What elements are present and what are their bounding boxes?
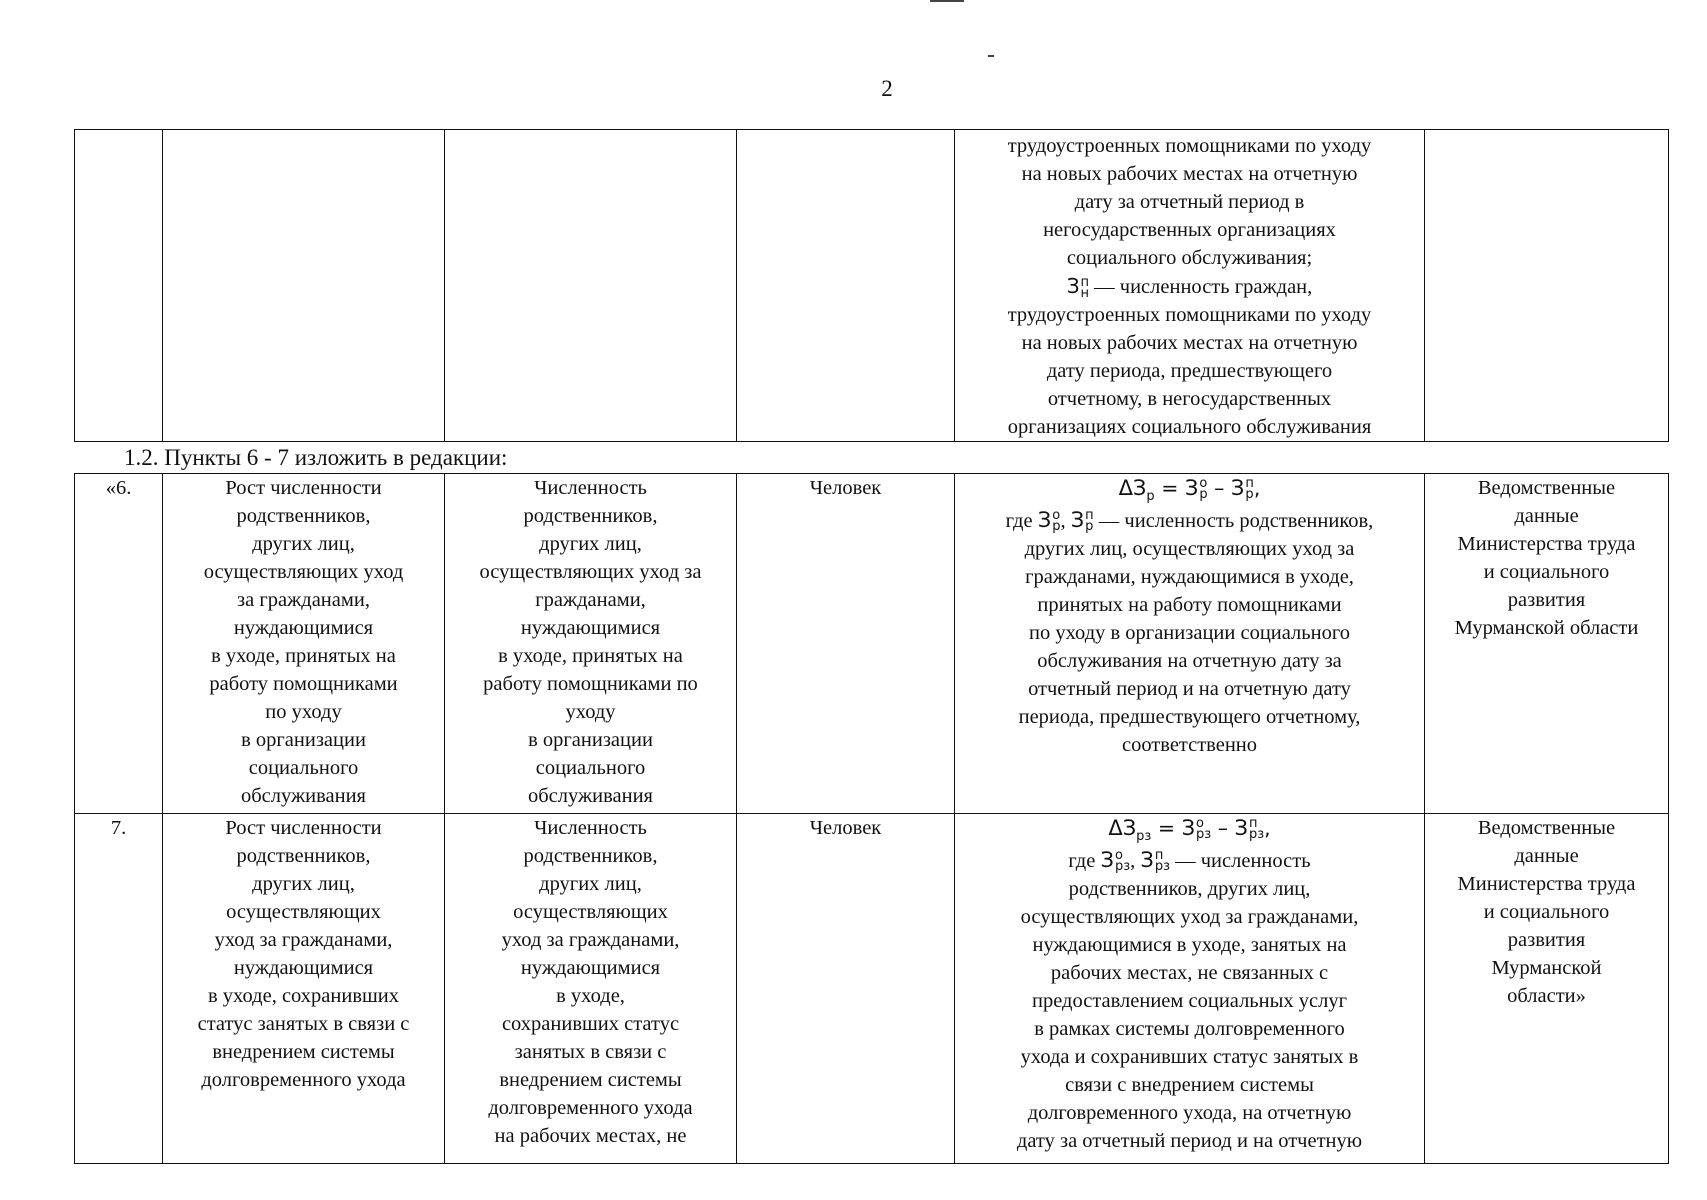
formula-symbol [1140,846,1170,874]
calculation-method-cell [955,130,1425,442]
symbol-superscript: о [1052,508,1061,523]
indicator-name-line: работу помощниками [209,673,398,695]
scan-artifact [930,0,964,2]
source-line: и социального [1483,901,1610,923]
symbol-base: З [1070,508,1085,532]
symbol-indices [1249,818,1264,840]
method-line: нуждающимися в уходе, занятых на [1032,934,1347,956]
source-line: Мурманской области [1454,617,1639,639]
where-prefix: где [1005,510,1033,532]
indicator-name-line: социального [248,757,359,779]
definition-line: уход за гражданами, [501,929,680,951]
definition-line: обслуживания [527,785,653,807]
method-line: дату периода, предшествующего [1046,360,1333,382]
method-line: обслуживания на отчетную дату за [1037,650,1342,672]
method-line: трудоустроенных помощниками по уходу [1007,135,1372,157]
symbol-indices [1052,510,1060,532]
symbol-subscript: р [1199,487,1208,502]
source-cell [1425,814,1669,1164]
symbol-superscript: п [1085,508,1094,523]
symbol-base: З [1037,508,1052,532]
method-line: гражданами, нуждающимися в уходе, [1025,566,1354,588]
indicator-name-line: долговременного ухода [201,1069,406,1091]
formula-lhs [1108,814,1152,845]
source-line: развития [1507,929,1586,951]
definition-line: родственников, [523,505,658,527]
formula-symbol [1100,846,1130,874]
method-line: отчетный период и на отчетную дату [1028,678,1351,700]
indicator-name-line: родственников, [236,845,371,867]
definition-line: в организации [528,729,653,751]
formula-symbol [1071,506,1094,534]
method-line: негосударственных организациях [1043,219,1336,241]
indicator-name-cell [163,474,445,814]
row-number: «6. [105,477,132,499]
unit-value: Человек [809,817,882,839]
source-line: области» [1507,985,1586,1007]
method-line: дату за отчетный период в [1074,191,1305,213]
source-line: Ведомственные [1477,817,1616,839]
number-cell [75,814,163,1164]
indicator-name-line: нуждающимися [233,617,374,639]
method-line: отчетному, в негосударственных [1047,388,1332,410]
symbol-base: З [1230,476,1245,500]
row-number: 7. [110,817,127,839]
source-line: развития [1507,589,1586,611]
source-line: Министерства труда [1457,533,1636,555]
symbol-indices [1155,850,1170,872]
method-line: социального обслуживания; [1066,247,1313,269]
calculation-method-cell [955,474,1425,814]
formula-symbol [1235,814,1265,842]
formula-lhs-base: ΔЗ [1108,816,1137,840]
source-cell [1425,474,1669,814]
symbol-subscript: рз [1248,827,1265,842]
section-heading: 1.2. Пункты 6 - 7 изложить в редакции: [124,445,508,470]
indicator-name-cell [163,814,445,1164]
continuation-table [74,129,1669,442]
symbol-subscript: рз [1114,859,1131,874]
definition-line: долговременного ухода [488,1097,693,1119]
symbol-indices [1245,478,1254,500]
symbol-subscript: р [1052,519,1061,534]
formula-symbol [1038,506,1061,534]
symbol-subscript: р [1245,487,1254,502]
source-cell [1425,130,1669,442]
method-line: связи с внедрением системы [1065,1074,1314,1096]
symbol-superscript: о [1114,848,1123,863]
symbol-indices [1085,510,1094,532]
source-line: Ведомственные [1477,477,1616,499]
symbol-base: З [1184,476,1199,500]
symbol-superscript: п [1154,848,1164,863]
method-line: рабочих местах, не связанных с [1050,962,1329,984]
formula-line: $\Delta З_{рз} = З$ о рз – З п рз , [1108,816,1271,845]
method-line: осуществляющих уход за гражданами, [1020,906,1359,928]
indicator-name-line: по уходу [265,701,342,723]
method-line: ухода и сохранивших статус занятых в [1020,1046,1359,1068]
indicator-name-line: в уходе, сохранивших [207,985,400,1007]
indicator-name-line: других лиц, [252,873,355,895]
method-line: по уходу в организации социального [1028,622,1351,644]
indicator-name-line: в организации [241,729,366,751]
where-text: — численность родственников, [1098,510,1374,532]
symbol-indices [1115,850,1130,872]
symbol-base: З [1234,816,1248,840]
unit-cell [737,474,955,814]
formula-line: $\Delta З_р = З$ о р – З п р , [1118,476,1261,505]
symbol-subscript: рз [1154,859,1170,874]
where-prefix: где [1068,850,1096,872]
indicator-name-line: Рост численности [225,477,382,499]
symbol-base: З [1181,816,1196,840]
page-number: 2 [881,76,893,101]
symbol-subscript: рз [1196,827,1212,842]
indicator-name-line: в уходе, принятых на [211,645,396,667]
method-line: дату за отчетный период и на отчетную [1016,1130,1363,1152]
definition-line: нуждающимися [520,617,661,639]
table-row [75,814,1669,1164]
method-line: долговременного ухода, на отчетную [1027,1102,1352,1124]
definition-line: на рабочих местах, не [494,1125,687,1147]
indicator-name-line: Рост численности [225,817,382,839]
where-line: где З о р , З п р — численность родственников, [1005,508,1374,534]
symbol-superscript: о [1196,816,1204,831]
indicators-table [74,473,1669,1164]
symbol-superscript: п [1245,476,1254,491]
definition-line: занятых в связи с [514,1041,667,1063]
method-line: — численность граждан, [1094,276,1313,298]
definition-cell [445,814,737,1164]
source-line: данные [1514,505,1579,527]
indicator-name-line: за гражданами, [237,589,370,611]
method-line: других лиц, осуществляющих уход за [1024,538,1355,560]
number-cell [75,130,163,442]
definition-line: работу помощниками по [483,673,698,695]
source-line: данные [1514,845,1579,867]
indicator-name-line: внедрением системы [212,1041,395,1063]
definition-line: других лиц, [539,533,642,555]
method-line: родственников, других лиц, [1068,878,1311,900]
definition-line: социального [535,757,646,779]
definition-line: гражданами, [535,589,646,611]
table-row [75,474,1669,814]
indicator-name-line: других лиц, [252,533,355,555]
symbol-superscript: о [1199,476,1208,491]
number-cell [75,474,163,814]
table-row [75,130,1669,442]
where-line: где З о рз , З п рз — численность [1068,848,1311,874]
method-line: периода, предшествующего отчетному, [1018,706,1361,728]
definition-line: нуждающимися [520,957,661,979]
method-line: в рамках системы долговременного [1034,1018,1345,1040]
formula-symbol [1182,814,1212,842]
source-line: Министерства труда [1457,873,1636,895]
unit-value: Человек [809,477,882,499]
indicator-name-line: уход за гражданами, [214,929,393,951]
indicator-name-cell [163,130,445,442]
definition-line: внедрением системы [499,1069,682,1091]
formula-lhs-subscript: рз [1136,829,1152,845]
method-line: соответственно [1121,734,1258,756]
formula-lhs [1118,474,1155,505]
symbol-superscript: п [1248,816,1258,831]
unit-cell [737,130,955,442]
indicator-name-line: осуществляющих уход [203,561,404,583]
symbol-subscript: р [1085,519,1094,534]
formula-symbol: З п н [1066,274,1090,301]
definition-line: осуществляющих уход за [479,561,702,583]
method-line: принятых на работу помощниками [1037,594,1342,616]
symbol-base: З [1100,848,1114,872]
formula-symbol [1185,474,1208,502]
definition-line: осуществляющих [513,901,668,923]
definition-line: сохранивших статус [501,1013,680,1035]
definition-line: в уходе, принятых на [498,645,683,667]
source-line: Мурманской [1491,957,1602,979]
definition-line: уходу [565,701,616,723]
indicator-name-line: нуждающимися [233,957,374,979]
formula-symbol-line [959,272,1420,301]
method-line: на новых рабочих местах на отчетную [1021,163,1358,185]
definition-line: Численность [534,817,647,839]
method-line: организациях социального обслуживания [1007,416,1372,438]
formula-lhs-subscript: р [1146,489,1155,505]
symbol-indices [1196,818,1211,840]
method-line: трудоустроенных помощниками по уходу [1007,304,1372,326]
symbol-indices [1199,478,1207,500]
definition-line: других лиц, [539,873,642,895]
unit-cell [737,814,955,1164]
source-line: и социального [1483,561,1610,583]
calculation-method-cell [955,814,1425,1164]
indicator-name-line: родственников, [236,505,371,527]
indicator-name-line: обслуживания [240,785,366,807]
method-line: предоставлением социальных услуг [1031,990,1348,1012]
where-text: — численность [1175,850,1311,872]
symbol-base: З [1140,848,1154,872]
definition-cell [445,130,737,442]
formula-lhs-base: ΔЗ [1118,476,1147,500]
definition-line: родственников, [523,845,658,867]
definition-line: Численность [534,477,647,499]
indicator-name-line: осуществляющих [226,901,381,923]
method-line: на новых рабочих местах на отчетную [1021,332,1358,354]
definition-cell [445,474,737,814]
formula-symbol [1231,474,1254,502]
scan-artifact [988,55,994,57]
definition-line: в уходе, [556,985,625,1007]
indicator-name-line: статус занятых в связи с [197,1013,410,1035]
